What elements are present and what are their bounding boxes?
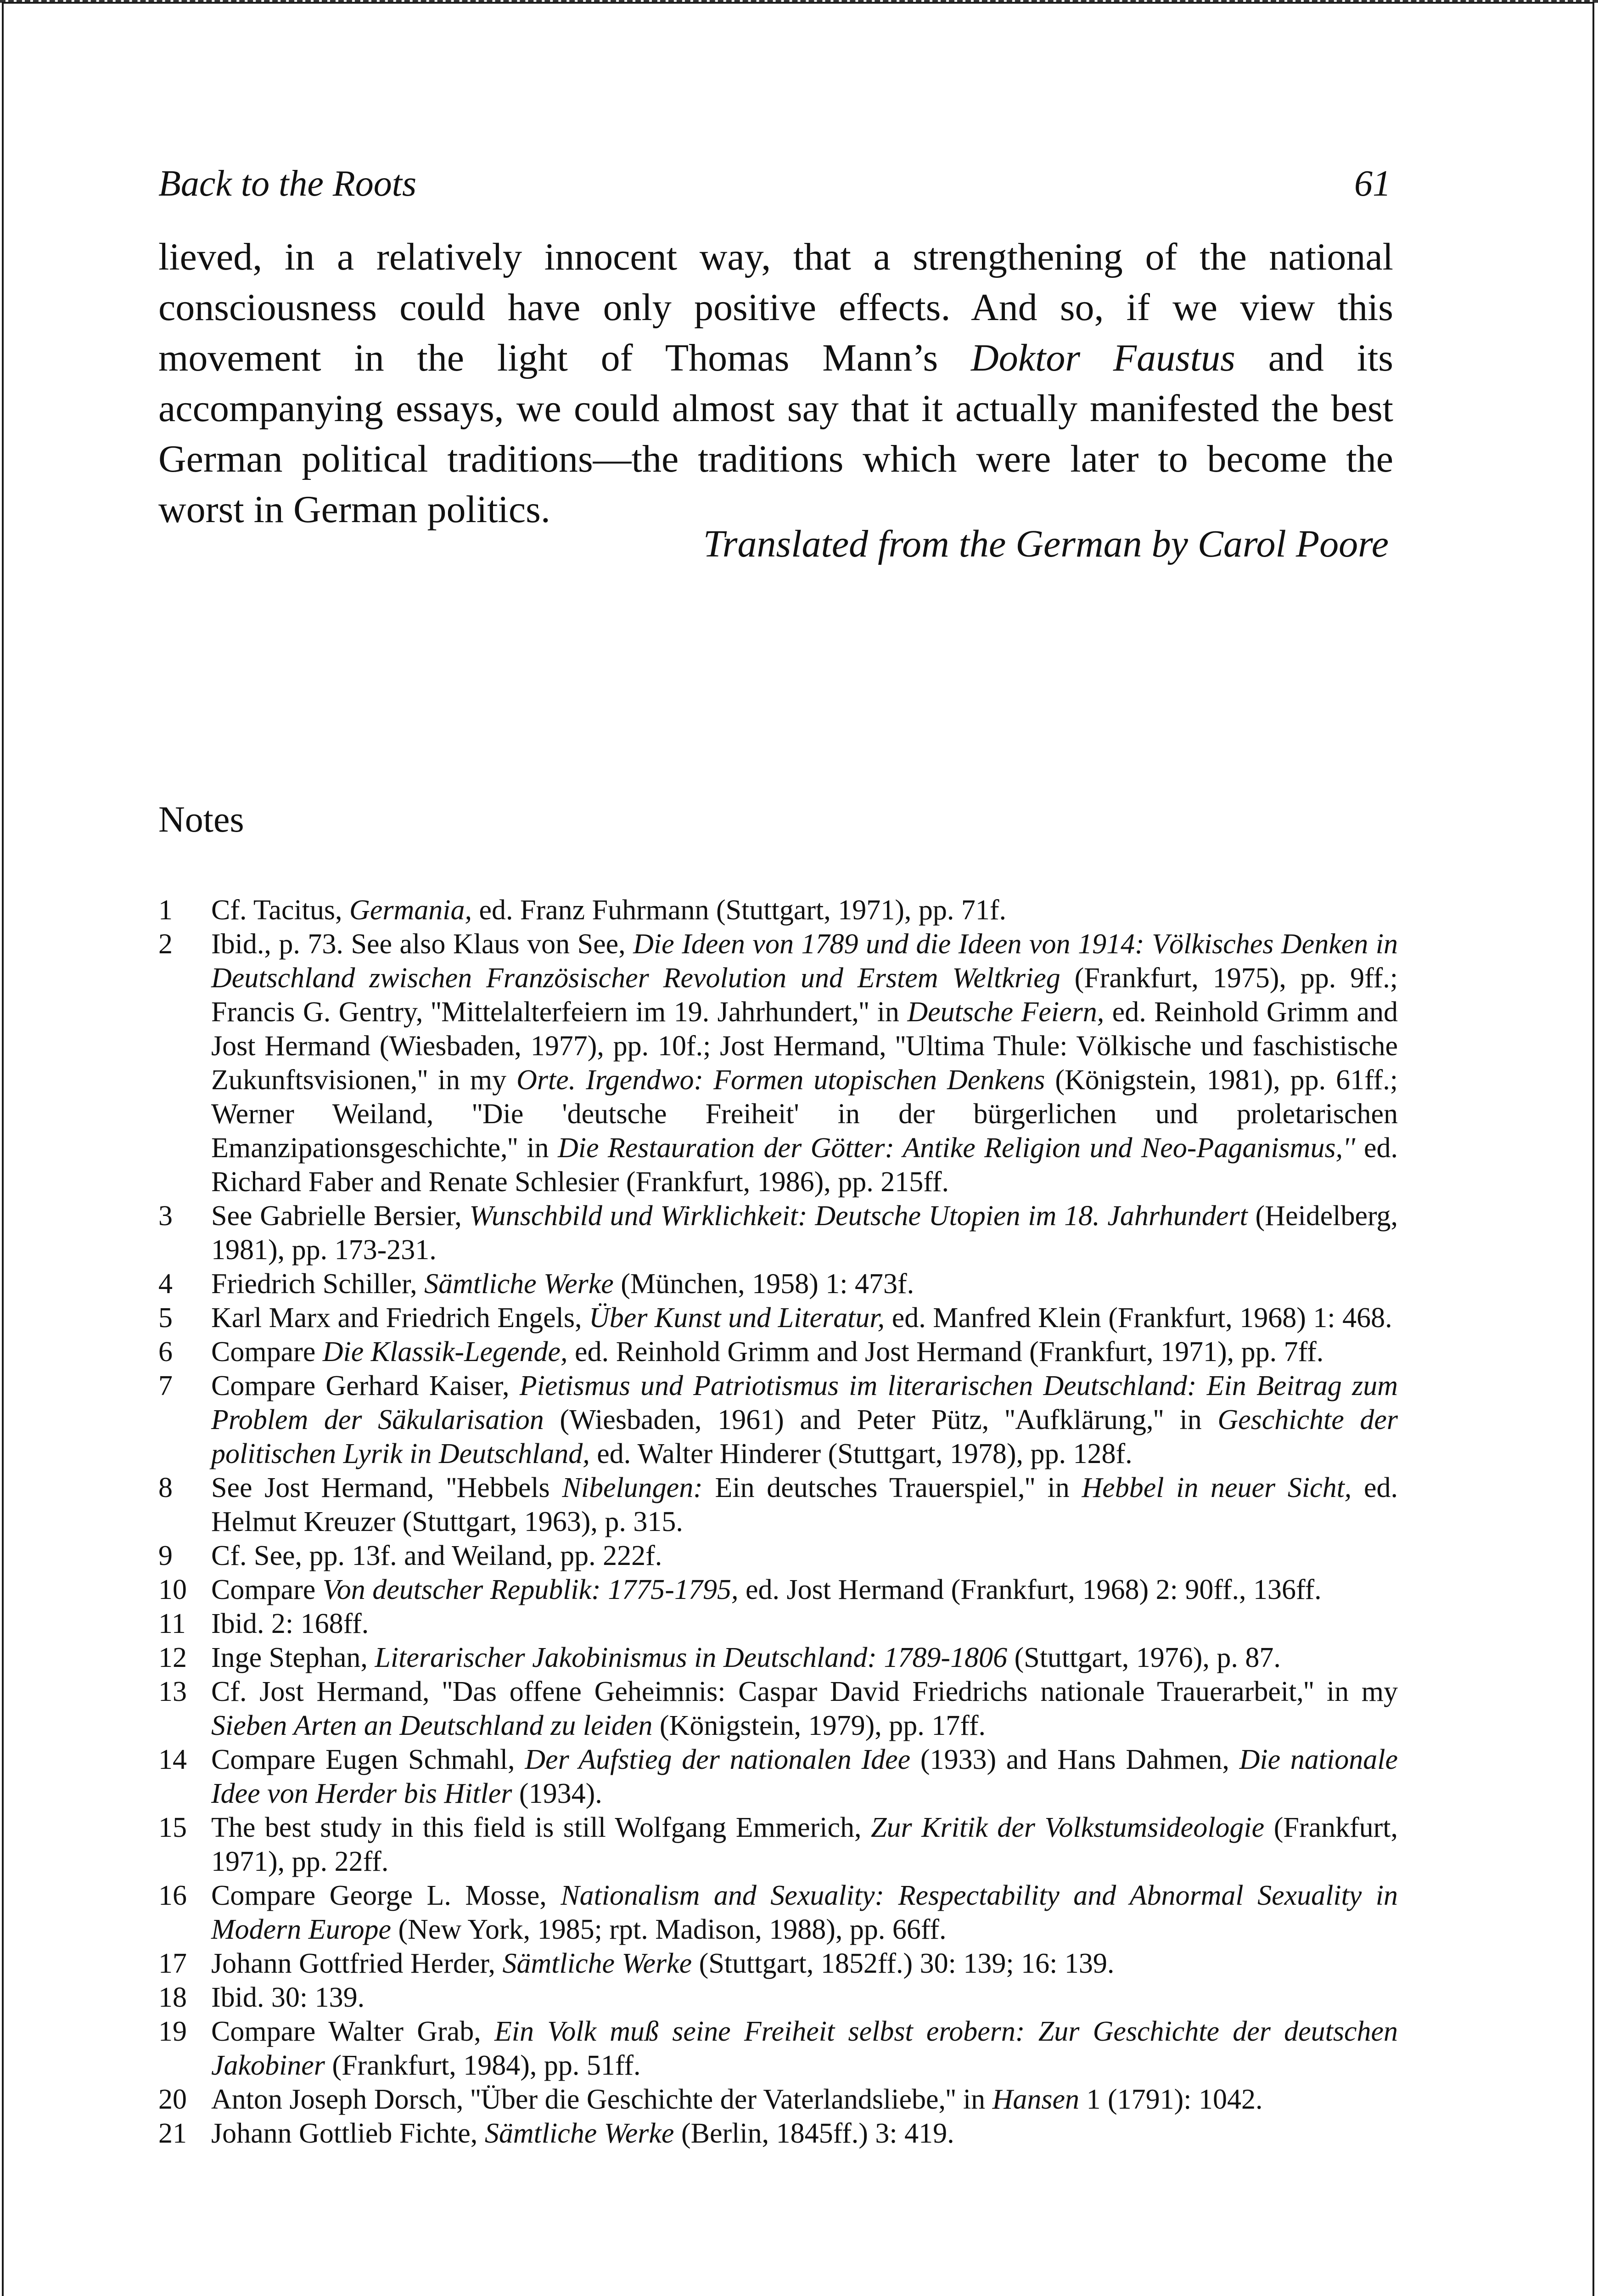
note-title-italic: Sämtliche Werke xyxy=(502,1948,692,1979)
note-text-part: ed. Franz Fuhrmann (Stuttgart, 1971), pp. 71f. xyxy=(471,895,1007,926)
note-number: 19 xyxy=(158,2016,187,2047)
note-text xyxy=(211,1743,1398,1811)
notes-heading: Notes xyxy=(158,799,244,840)
note-title-italic: Deutsche Feiern, xyxy=(907,996,1105,1028)
note-title-italic: Zur Kritik der Volkstumsideologie xyxy=(871,1812,1265,1843)
note-text xyxy=(211,1267,1398,1301)
note-text-part: The best study in this field is still Wolfgang Emmerich, xyxy=(211,1812,871,1843)
note-text-part: See Gabrielle Bersier, xyxy=(211,1200,470,1232)
note-text xyxy=(211,1539,1398,1573)
note-text xyxy=(211,1199,1398,1267)
note-text-part: Ibid. 2: 168ff. xyxy=(211,1608,369,1639)
note-title-italic: Sämtliche Werke xyxy=(424,1268,614,1300)
note-item xyxy=(158,1335,1398,1369)
note-text xyxy=(211,1369,1398,1471)
note-title-italic: Hebbel in neuer Sicht, xyxy=(1082,1472,1352,1503)
note-text-part: (Frankfurt, 1984), pp. 51ff. xyxy=(325,2050,641,2081)
note-title-italic: Nibelungen: xyxy=(562,1472,703,1503)
body-text-part: lieved, in a relatively innocent way, that a strengthening of the national consciousness could have only positive effects. And so, if we view this movement in the light of Thomas Mann’s xyxy=(158,236,1393,379)
note-text-part: Compare George L. Mosse, xyxy=(211,1880,561,1911)
note-title-italic: Die nationale Idee von Herder bis Hitler xyxy=(211,1744,1398,1809)
note-text-part: (Heidelberg, 1981), pp. 173-231. xyxy=(211,1200,1398,1266)
note-text-part: Anton Joseph Dorsch, ''Über die Geschichte der Vaterlandsliebe,'' in xyxy=(211,2084,992,2115)
note-text xyxy=(211,2082,1398,2116)
note-text-part: Compare xyxy=(211,1336,323,1367)
note-text xyxy=(211,1641,1398,1675)
body-text-part: and its accompanying essays, we could almost say that it actually manifested the best German political traditions—the traditions which were later to become the worst in German politics. xyxy=(158,337,1394,531)
note-title-italic: Von deutscher Republik: 1775-1795, xyxy=(322,1574,739,1605)
note-item xyxy=(158,2116,1398,2150)
note-text-part: Johann Gottfried Herder, xyxy=(211,1948,503,1979)
note-text xyxy=(211,1947,1398,1981)
note-item xyxy=(158,1947,1398,1981)
note-text xyxy=(211,893,1398,927)
note-text-part: Ibid. 30: 139. xyxy=(211,1982,365,2013)
note-text xyxy=(211,1607,1398,1641)
translator-credit: Translated from the German by Carol Poore xyxy=(703,523,1389,565)
body-paragraph xyxy=(158,232,1393,535)
note-text-part: ed. Manfred Klein (Frankfurt, 1968) 1: 468. xyxy=(885,1302,1392,1334)
note-text xyxy=(211,1573,1398,1607)
note-title-italic: Germania, xyxy=(349,895,472,926)
note-number: 18 xyxy=(158,1982,187,2013)
note-text-part: Karl Marx and Friedrich Engels, xyxy=(211,1302,589,1334)
note-text-part: (Berlin, 1845ff.) 3: 419. xyxy=(674,2118,954,2149)
note-title-italic: Sämtliche Werke xyxy=(484,2118,674,2149)
note-item xyxy=(158,1641,1398,1675)
note-item xyxy=(158,1199,1398,1267)
note-number: 5 xyxy=(158,1302,173,1334)
note-item xyxy=(158,1879,1398,1947)
note-text-part: (Frankfurt, 1975), pp. 9ff.; Francis G. Gentry, ''Mittelalterfeiern im 19. Jahrhundert,'' in xyxy=(211,962,1398,1028)
note-text-part: Compare Eugen Schmahl, xyxy=(211,1744,525,1775)
note-number: 14 xyxy=(158,1744,187,1775)
note-title-italic: Über Kunst und Literatur, xyxy=(589,1302,885,1334)
note-item xyxy=(158,1301,1398,1335)
note-text-part: (1933) and Hans Dahmen, xyxy=(910,1744,1239,1775)
note-text-part: Friedrich Schiller, xyxy=(211,1268,425,1300)
note-text-part: Compare xyxy=(211,1574,323,1605)
note-number: 3 xyxy=(158,1200,173,1232)
note-text xyxy=(211,1675,1398,1743)
running-head-title: Back to the Roots xyxy=(158,163,417,204)
note-text-part: (München, 1958) 1: 473f. xyxy=(613,1268,914,1300)
note-number: 12 xyxy=(158,1642,187,1673)
note-text xyxy=(211,1981,1398,2015)
note-text-part: Cf. See, pp. 13f. and Weiland, pp. 222f. xyxy=(211,1540,662,1571)
note-text-part: (Königstein, 1981), pp. 61ff.; Werner Weiland, ''Die 'deutsche Freiheit' in der bürgerlichen und proletarischen Emanzipationsgeschichte,'' in xyxy=(211,1064,1398,1164)
note-text-part: (1934). xyxy=(512,1778,602,1809)
note-item xyxy=(158,1267,1398,1301)
note-text-part: (Stuttgart, 1852ff.) 30: 139; 16: 139. xyxy=(692,1948,1115,1979)
note-text xyxy=(211,1301,1398,1335)
note-text xyxy=(211,1811,1398,1879)
note-item xyxy=(158,1369,1398,1471)
note-number: 10 xyxy=(158,1574,187,1605)
note-text-part: (New York, 1985; rpt. Madison, 1988), pp. 66ff. xyxy=(391,1914,947,1945)
page-number: 61 xyxy=(1354,163,1391,204)
note-text-part: 1 (1791): 1042. xyxy=(1079,2084,1263,2115)
note-number: 17 xyxy=(158,1948,187,1979)
note-text-part: ed. Jost Hermand (Frankfurt, 1968) 2: 90ff., 136ff. xyxy=(738,1574,1322,1605)
note-item xyxy=(158,1811,1398,1879)
note-number: 9 xyxy=(158,1540,173,1571)
note-title-italic: Die Ideen von 1789 und die Ideen von 1914: Völkisches Denken in Deutschland zwischen Französischer Revolution und Erstem Weltkrieg xyxy=(211,929,1398,994)
note-text-part: ed. Richard Faber and Renate Schlesier (Frankfurt, 1986), pp. 215ff. xyxy=(211,1132,1398,1198)
note-title-italic: Nationalism and Sexuality: Respectability and Abnormal Sexuality in Modern Europe xyxy=(211,1880,1398,1945)
note-number: 20 xyxy=(158,2084,187,2115)
note-number: 6 xyxy=(158,1336,173,1367)
note-title-italic: Literarischer Jakobinismus in Deutschland: 1789-1806 xyxy=(375,1642,1008,1673)
note-number: 4 xyxy=(158,1268,173,1300)
note-text-part: Compare Gerhard Kaiser, xyxy=(211,1370,520,1401)
note-title-italic: Die Restauration der Götter: Antike Religion und Neo-Paganismus,'' xyxy=(557,1132,1355,1164)
note-number: 21 xyxy=(158,2118,187,2149)
note-text xyxy=(211,2116,1398,2150)
note-number: 16 xyxy=(158,1880,187,1911)
notes-list xyxy=(158,893,1398,2150)
note-text-part: Cf. Jost Hermand, ''Das offene Geheimnis: Caspar David Friedrichs nationale Trauerarbeit,'' in my xyxy=(211,1676,1398,1707)
note-title-italic: Der Aufstieg der nationalen Idee xyxy=(525,1744,911,1775)
note-item xyxy=(158,1471,1398,1539)
note-title-italic: Ein Volk muß seine Freiheit selbst erobern: Zur Geschichte der deutschen Jakobiner xyxy=(211,2016,1398,2081)
note-item xyxy=(158,1539,1398,1573)
note-number: 13 xyxy=(158,1676,187,1707)
note-text-part: Ibid., p. 73. See also Klaus von See, xyxy=(211,929,634,960)
note-text xyxy=(211,927,1398,1199)
note-text-part: ed. Reinhold Grimm and Jost Hermand (Wiesbaden, 1977), pp. 10f.; Jost Hermand, ''Ultima Thule: Völkische und faschistische Zukunftsvisionen,'' in my xyxy=(211,996,1398,1096)
note-title-italic: Hansen xyxy=(992,2084,1080,2115)
note-text-part: Ein deutsches Trauerspiel,'' in xyxy=(702,1472,1082,1503)
note-text-part: (Stuttgart, 1976), p. 87. xyxy=(1007,1642,1281,1673)
note-item xyxy=(158,2082,1398,2116)
note-text-part: ed. Walter Hinderer (Stuttgart, 1978), pp. 128f. xyxy=(589,1438,1133,1469)
note-title-italic: Pietismus und Patriotismus im literarischen Deutschland: Ein Beitrag zum Problem der Säkularisation xyxy=(211,1370,1398,1435)
note-text-part: See Jost Hermand, ''Hebbels xyxy=(211,1472,562,1503)
note-item xyxy=(158,1573,1398,1607)
running-head xyxy=(158,163,1391,218)
note-item xyxy=(158,2015,1398,2082)
note-number: 7 xyxy=(158,1370,173,1401)
note-number: 8 xyxy=(158,1472,173,1503)
note-title-italic: Die Klassik-Legende, xyxy=(322,1336,568,1367)
note-text xyxy=(211,1471,1398,1539)
note-item xyxy=(158,1675,1398,1743)
note-number: 11 xyxy=(158,1608,186,1639)
note-item xyxy=(158,1981,1398,2015)
note-text xyxy=(211,1335,1398,1369)
note-number: 15 xyxy=(158,1812,187,1843)
note-number: 2 xyxy=(158,929,173,960)
note-item xyxy=(158,1743,1398,1811)
note-text-part: (Wiesbaden, 1961) and Peter Pütz, ''Aufklärung,'' in xyxy=(544,1404,1218,1435)
body-text-italic: Doktor Faustus xyxy=(971,337,1235,379)
note-text-part: Johann Gottlieb Fichte, xyxy=(211,2118,485,2149)
note-item xyxy=(158,893,1398,927)
note-number: 1 xyxy=(158,895,173,926)
note-item xyxy=(158,927,1398,1199)
note-text-part: Compare Walter Grab, xyxy=(211,2016,494,2047)
note-title-italic: Orte. Irgendwo: Formen utopischen Denkens xyxy=(516,1064,1045,1096)
note-text-part: Cf. Tacitus, xyxy=(211,895,350,926)
note-text-part: (Königstein, 1979), pp. 17ff. xyxy=(652,1710,986,1741)
note-text xyxy=(211,2015,1398,2082)
note-text-part: ed. Helmut Kreuzer (Stuttgart, 1963), p. 315. xyxy=(211,1472,1398,1537)
note-item xyxy=(158,1607,1398,1641)
note-text-part: ed. Reinhold Grimm and Jost Hermand (Frankfurt, 1971), pp. 7ff. xyxy=(567,1336,1324,1367)
note-title-italic: Sieben Arten an Deutschland zu leiden xyxy=(211,1710,653,1741)
note-title-italic: Wunschbild und Wirklichkeit: Deutsche Utopien im 18. Jahrhundert xyxy=(469,1200,1248,1232)
note-text-part: (Frankfurt, 1971), pp. 22ff. xyxy=(211,1812,1398,1877)
note-title-italic: Geschichte der politischen Lyrik in Deutschland, xyxy=(211,1404,1398,1469)
note-text-part: Inge Stephan, xyxy=(211,1642,375,1673)
note-text xyxy=(211,1879,1398,1947)
